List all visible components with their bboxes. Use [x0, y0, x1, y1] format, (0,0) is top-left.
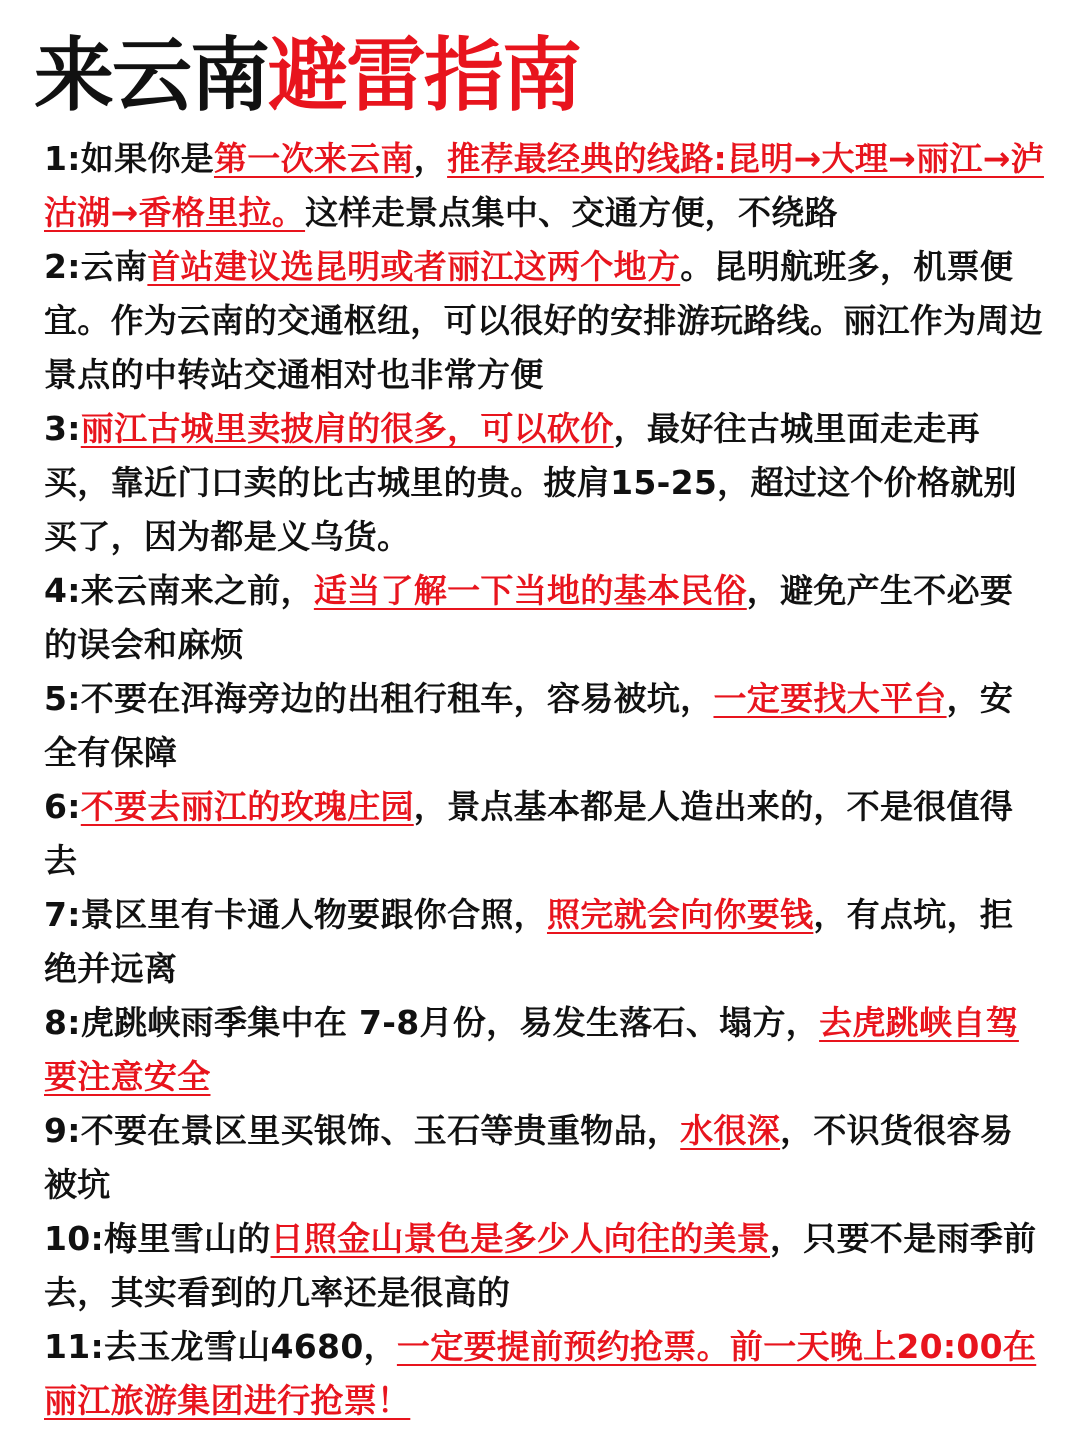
tip-number: 11: — [44, 1327, 105, 1366]
tip-text: 不要在景区里买银饰、玉石等贵重物品， — [80, 1111, 681, 1150]
tips-list — [44, 132, 1044, 1428]
tip-highlight: 推荐最经典的线路:昆明→大理→丽江→泸沽湖→香格里拉。 — [44, 139, 1044, 232]
tip-highlight: 一定要找大平台 — [713, 679, 947, 718]
tip-number: 5: — [44, 679, 81, 718]
tip-highlight: 第一次来云南 — [213, 139, 414, 178]
tip-text: ，安全有保障 — [44, 679, 1014, 772]
tip-number: 8: — [44, 1003, 81, 1042]
title-part-black: 来云南 — [34, 29, 268, 122]
tip-item — [44, 564, 1044, 672]
tip-number: 2: — [44, 247, 81, 286]
tip-text: 云南 — [80, 247, 148, 286]
tip-number: 10: — [44, 1219, 105, 1258]
page-title — [34, 28, 580, 124]
tip-item — [44, 1212, 1044, 1320]
tip-text: 如果你是 — [80, 139, 214, 178]
tip-text: ， — [413, 139, 448, 178]
tip-highlight: 照完就会向你要钱 — [546, 895, 814, 934]
tip-number: 6: — [44, 787, 81, 826]
tip-text: 来云南来之前， — [80, 571, 314, 610]
tip-item — [44, 672, 1044, 780]
tip-text: ，最好往古城里面走走再买，靠近门口卖的比古城里的贵。披肩15-25，超过这个价格就别买了，因为都是义乌货。 — [44, 409, 1017, 556]
tip-highlight: 日照金山景色是多少人向往的美景 — [270, 1219, 771, 1258]
tip-highlight: 水很深 — [680, 1111, 781, 1150]
tip-number: 9: — [44, 1111, 81, 1150]
tip-number: 4: — [44, 571, 81, 610]
title-part-red: 避雷指南 — [268, 29, 580, 122]
tip-item — [44, 1104, 1044, 1212]
tip-text: ，避免产生不必要的误会和麻烦 — [44, 571, 1014, 664]
tip-text: 去玉龙雪山4680， — [104, 1327, 397, 1366]
tip-item — [44, 780, 1044, 888]
tip-text: ，景点基本都是人造出来的，不是很值得去 — [44, 787, 1014, 880]
tip-text: 梅里雪山的 — [104, 1219, 271, 1258]
tip-highlight: 丽江古城里卖披肩的很多，可以砍价 — [80, 409, 614, 448]
tip-highlight: 首站建议选昆明或者丽江这两个地方 — [147, 247, 681, 286]
tip-text: ，不识货很容易被坑 — [44, 1111, 1014, 1204]
tip-item — [44, 996, 1044, 1104]
tip-text: ，有点坑，拒绝并远离 — [44, 895, 1014, 988]
tip-number: 3: — [44, 409, 81, 448]
tip-number: 7: — [44, 895, 81, 934]
tip-highlight: 一定要提前预约抢票。前一天晚上20:00在丽江旅游集团进行抢票！ — [44, 1327, 1037, 1420]
tip-text: 虎跳峡雨季集中在 7-8月份，易发生落石、塌方， — [80, 1003, 820, 1042]
tip-item — [44, 132, 1044, 240]
tip-text: ，只要不是雨季前去，其实看到的几率还是很高的 — [44, 1219, 1037, 1312]
tip-text: 。昆明航班多，机票便宜。作为云南的交通枢纽，可以很好的安排游玩路线。丽江作为周边景点的中转站交通相对也非常方便 — [44, 247, 1043, 394]
tip-number: 1: — [44, 139, 81, 178]
tip-text: 景区里有卡通人物要跟你合照， — [80, 895, 547, 934]
tip-item — [44, 1320, 1044, 1428]
tip-highlight: 适当了解一下当地的基本民俗 — [313, 571, 747, 610]
tip-text: 不要在洱海旁边的出租行租车，容易被坑， — [80, 679, 714, 718]
tip-item — [44, 402, 1044, 564]
tip-text: 这样走景点集中、交通方便，不绕路 — [305, 193, 838, 232]
tip-item — [44, 240, 1044, 402]
tip-highlight: 不要去丽江的玫瑰庄园 — [80, 787, 414, 826]
tip-highlight: 去虎跳峡自驾要注意安全 — [44, 1003, 1019, 1096]
tip-item — [44, 888, 1044, 996]
